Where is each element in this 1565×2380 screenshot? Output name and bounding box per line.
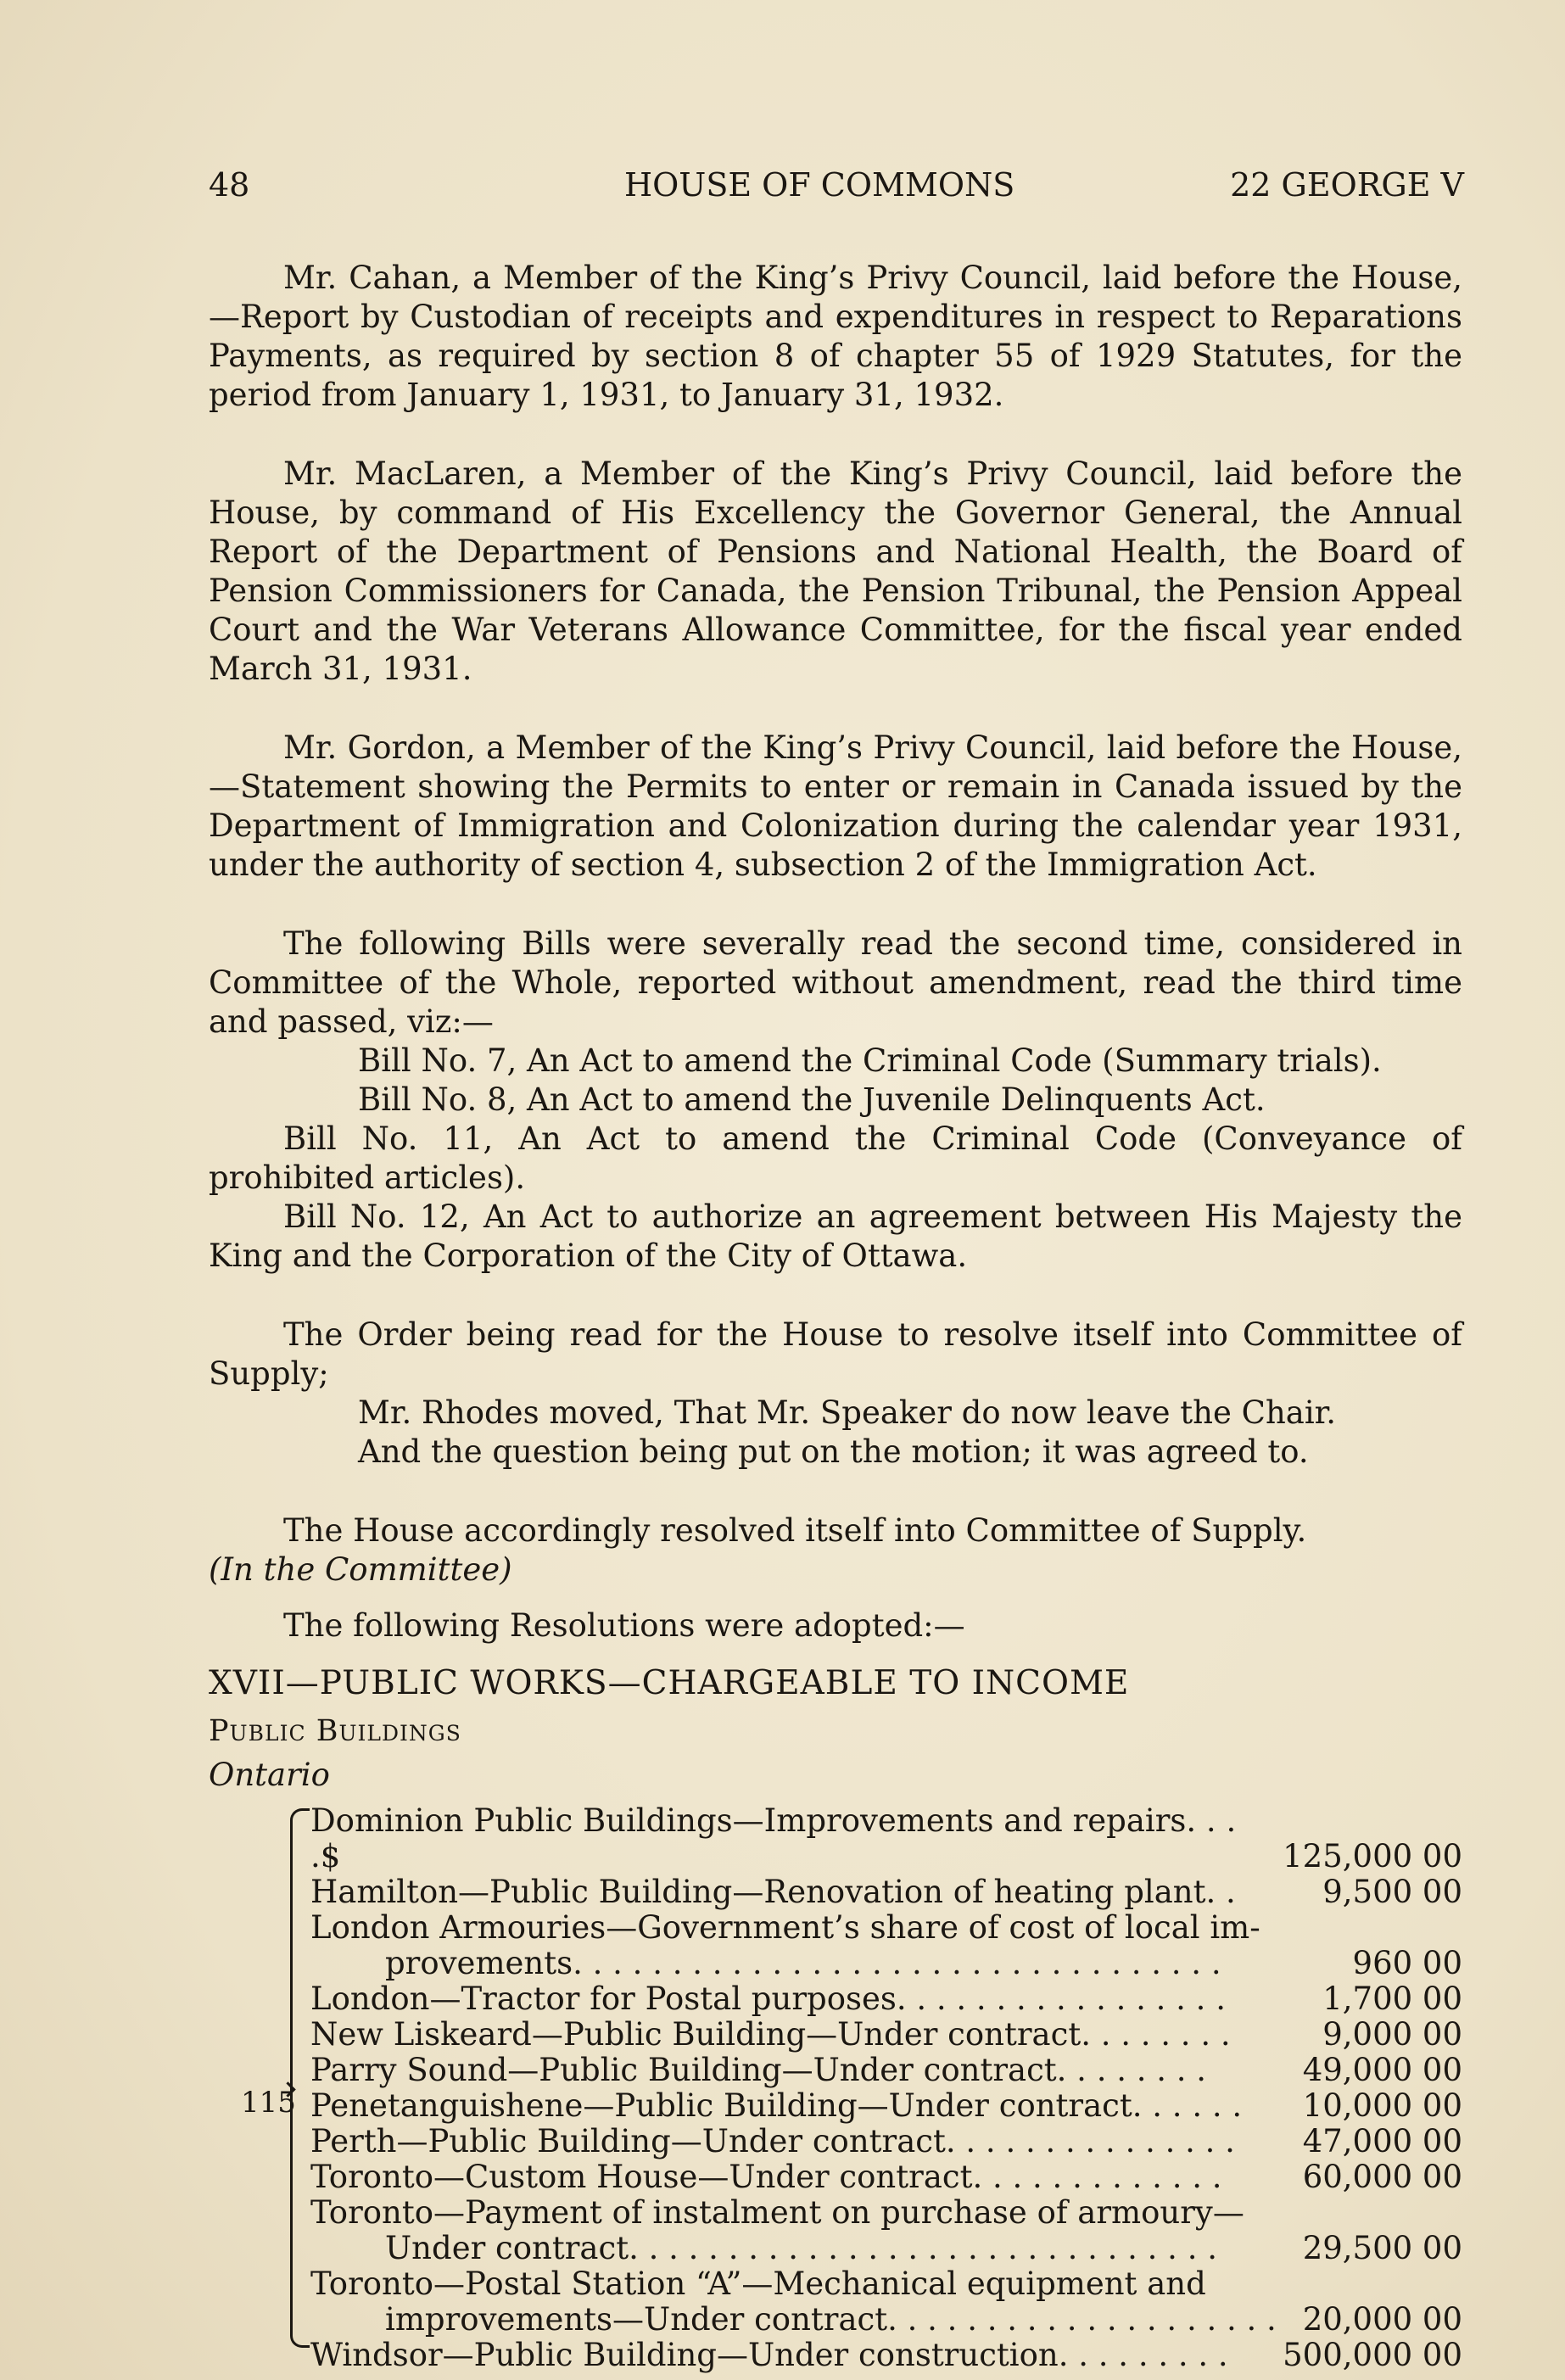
item-description: London—Tractor for Postal purposes. . . . . . . . . . . . . . . . . bbox=[310, 1981, 1226, 2017]
schedule-row bbox=[310, 1910, 1462, 1946]
item-description: London Armouries—Government’s share of cost of local im- bbox=[310, 1909, 1260, 1946]
bill-8: Bill No. 8, An Act to amend the Juvenile Delinquents Act. bbox=[358, 1081, 1266, 1118]
item-description-continued: Under contract. . . . . . . . . . . . . . . . . . . . . . . . . . . . . . bbox=[385, 2230, 1217, 2266]
item-description: Hamilton—Public Building—Renovation of heating plant. . bbox=[310, 1874, 1236, 1910]
schedule-row bbox=[310, 2124, 1462, 2159]
item-amount: 47,000 00 bbox=[1302, 2123, 1462, 2159]
header-regnal-year: 22 GEORGE V bbox=[1230, 166, 1464, 204]
item-amount: 960 00 bbox=[1352, 1945, 1462, 1981]
paragraph-resolutions: The following Resolutions were adopted:— bbox=[283, 1607, 965, 1644]
in-committee-note: (In the Committee) bbox=[209, 1551, 512, 1588]
item-description: Penetanguishene—Public Building—Under contract. . . . . . bbox=[310, 2087, 1243, 2124]
paragraph-bills-intro: The following Bills were severally read the second time, considered in Committee of the Whole, reported without amendment, read the third time and passed, viz:— bbox=[209, 925, 1462, 1040]
item-description: Dominion Public Buildings—Improvements and repairs. . . .$ bbox=[310, 1802, 1237, 1874]
bill-12: Bill No. 12, An Act to authorize an agreement between His Majesty the King and the Corporation of the City of Ottawa. bbox=[209, 1198, 1462, 1274]
schedule-row-continued bbox=[310, 1946, 1462, 1981]
item-description-continued: provements. . . . . . . . . . . . . . . . . . . . . . . . . . . . . . . . . bbox=[385, 1945, 1221, 1981]
item-description: Parry Sound—Public Building—Under contract. . . . . . . . bbox=[310, 2052, 1207, 2088]
item-amount: 1,700 00 bbox=[1322, 1981, 1462, 2017]
item-description: Toronto—Postal Station “A”—Mechanical equipment and bbox=[310, 2265, 1206, 2302]
schedule-row bbox=[310, 2266, 1462, 2302]
schedule-subheading: Public Buildings bbox=[209, 1714, 461, 1748]
item-amount: 9,000 00 bbox=[1322, 2016, 1462, 2053]
page-number: 48 bbox=[209, 166, 250, 204]
item-description-continued: improvements—Under contract. . . . . . . . . . . . . . . . . . . . bbox=[385, 2301, 1277, 2338]
item-amount: 20,000 00 bbox=[1302, 2301, 1462, 2338]
schedule-row bbox=[310, 2338, 1462, 2373]
item-description: Windsor—Public Building—Under construction. . . . . . . . . bbox=[310, 2337, 1228, 2373]
schedule-row bbox=[310, 1874, 1462, 1910]
schedule-row bbox=[310, 1981, 1462, 2017]
item-amount: 9,500 00 bbox=[1322, 1874, 1462, 1910]
schedule-row bbox=[310, 1803, 1462, 1874]
schedule-heading: XVII—PUBLIC WORKS—CHARGEABLE TO INCOME bbox=[209, 1664, 1130, 1702]
running-header bbox=[209, 166, 1464, 217]
item-amount: 29,500 00 bbox=[1302, 2230, 1462, 2266]
brace-icon bbox=[290, 1808, 310, 2348]
item-description: New Liskeard—Public Building—Under contract. . . . . . . . bbox=[310, 2016, 1231, 2053]
schedule-row-continued bbox=[310, 2302, 1462, 2338]
schedule-row bbox=[310, 2195, 1462, 2231]
bill-7: Bill No. 7, An Act to amend the Criminal Code (Summary trials). bbox=[358, 1042, 1382, 1079]
paragraph-order: The Order being read for the House to resolve itself into Committee of Supply; bbox=[209, 1316, 1462, 1392]
vote-number: 115 bbox=[241, 2086, 296, 2120]
paragraph-gordon: Mr. Gordon, a Member of the King’s Privy Council, laid before the House, —Statement showing the Permits to enter or remain in Canada issued by the Department of Immigration and Colonization during the calendar year 1931, under the authority of section 4, subsection 2 of the Immigration Act. bbox=[209, 729, 1462, 883]
item-amount: 125,000 00 bbox=[1283, 1838, 1462, 1874]
paragraph-question: And the question being put on the motion; it was agreed to. bbox=[358, 1433, 1309, 1470]
item-description: Toronto—Payment of instalment on purchase of armoury— bbox=[310, 2194, 1244, 2231]
vote-schedule bbox=[209, 1803, 1462, 2373]
paragraph-resolved: The House accordingly resolved itself into Committee of Supply. bbox=[283, 1512, 1307, 1549]
paragraph-cahan: Mr. Cahan, a Member of the King’s Privy Council, laid before the House,—Report by Custodian of receipts and expenditures in respect to Reparations Payments, as required by section 8 of chapter 55 of 1929 Statutes, for the period from January 1, 1931, to January 31, 1932. bbox=[209, 260, 1462, 413]
paragraph-maclaren: Mr. MacLaren, a Member of the King’s Privy Council, laid before the House, by command of His Excellency the Governor General, the Annual Report of the Department of Pensions and National Health, the Board of Pension Commissioners for Canada, the Pension Tribunal, the Pension Appeal Court and the War Veterans Allowance Committee, for the fiscal year ended March 31, 1931. bbox=[209, 455, 1462, 687]
schedule-row-continued bbox=[310, 2231, 1462, 2266]
item-amount: 49,000 00 bbox=[1302, 2052, 1462, 2088]
item-amount: 10,000 00 bbox=[1302, 2087, 1462, 2124]
schedule-row bbox=[310, 2053, 1462, 2088]
paragraph-rhodes: Mr. Rhodes moved, That Mr. Speaker do now leave the Chair. bbox=[358, 1394, 1337, 1431]
item-description: Toronto—Custom House—Under contract. . . . . . . . . . . . . bbox=[310, 2159, 1222, 2195]
schedule-province: Ontario bbox=[209, 1757, 330, 1793]
schedule-row bbox=[310, 2159, 1462, 2195]
header-title: HOUSE OF COMMONS bbox=[624, 166, 1015, 204]
item-amount: 500,000 00 bbox=[1283, 2337, 1462, 2373]
schedule-row bbox=[310, 2088, 1462, 2124]
item-description: Perth—Public Building—Under contract. . . . . . . . . . . . . . . bbox=[310, 2123, 1235, 2159]
schedule-items bbox=[310, 1803, 1462, 2373]
bill-11: Bill No. 11, An Act to amend the Criminal Code (Conveyance of prohibited articles). bbox=[209, 1120, 1462, 1196]
journal-body bbox=[209, 259, 1462, 2373]
item-amount: 60,000 00 bbox=[1302, 2159, 1462, 2195]
schedule-row bbox=[310, 2017, 1462, 2053]
